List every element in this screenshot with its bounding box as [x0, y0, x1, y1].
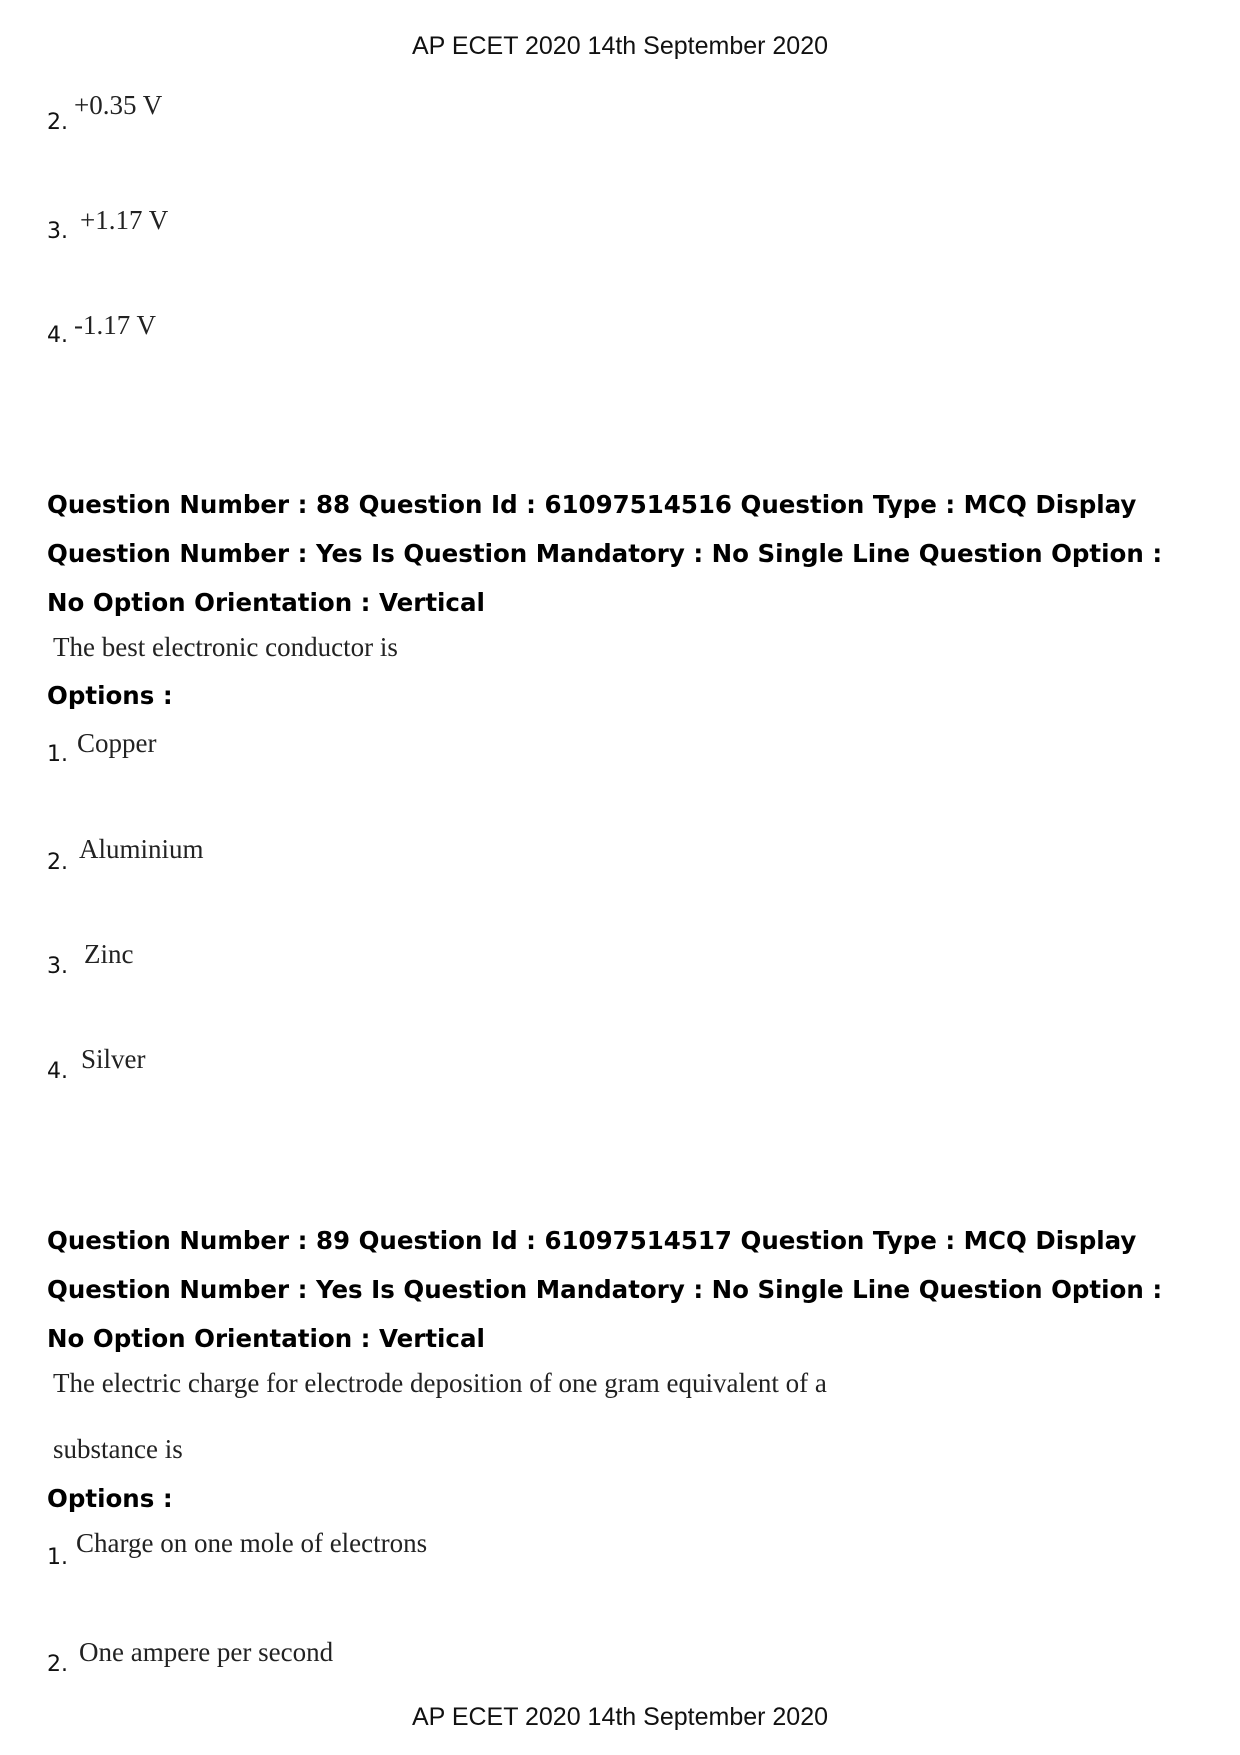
option-text: +0.35 V — [74, 90, 163, 120]
options-label: Options : — [47, 1484, 173, 1513]
option-number: 2. — [47, 1652, 68, 1677]
option-text: Silver — [81, 1044, 146, 1074]
option-number: 3. — [47, 954, 68, 979]
option-number: 4. — [47, 323, 68, 348]
option-number: 2. — [47, 110, 68, 135]
question-text-line-2: substance is — [53, 1434, 183, 1464]
question-text-line-1: The electric charge for electrode deposition of one gram equivalent of a — [53, 1368, 827, 1398]
page-footer: AP ECET 2020 14th September 2020 — [411, 1703, 829, 1731]
option-text: +1.17 V — [80, 205, 169, 235]
option-text: One ampere per second — [79, 1637, 334, 1667]
question-meta: Question Number : 89 Question Id : 61097514517 Question Type : MCQ Display Question Number : Yes Is Question Mandatory : No Single Line Question Option : No Option Orientation : Vertical — [47, 1226, 1163, 1353]
option-text: Charge on one mole of electrons — [76, 1528, 428, 1558]
option-number: 1. — [47, 1545, 68, 1570]
option-text: Aluminium — [79, 834, 204, 864]
option-text: Copper — [77, 728, 157, 758]
option-text: Zinc — [84, 939, 134, 969]
option-number: 2. — [47, 850, 68, 875]
option-number: 4. — [47, 1059, 68, 1084]
page-header: AP ECET 2020 14th September 2020 — [411, 32, 829, 60]
options-label: Options : — [47, 681, 173, 710]
option-text: -1.17 V — [74, 310, 157, 340]
option-number: 3. — [47, 219, 68, 244]
question-text: The best electronic conductor is — [53, 632, 398, 662]
option-number: 1. — [47, 742, 68, 767]
question-meta: Question Number : 88 Question Id : 61097514516 Question Type : MCQ Display Question Number : Yes Is Question Mandatory : No Single Line Question Option : No Option Orientation : Vertical — [47, 490, 1163, 617]
